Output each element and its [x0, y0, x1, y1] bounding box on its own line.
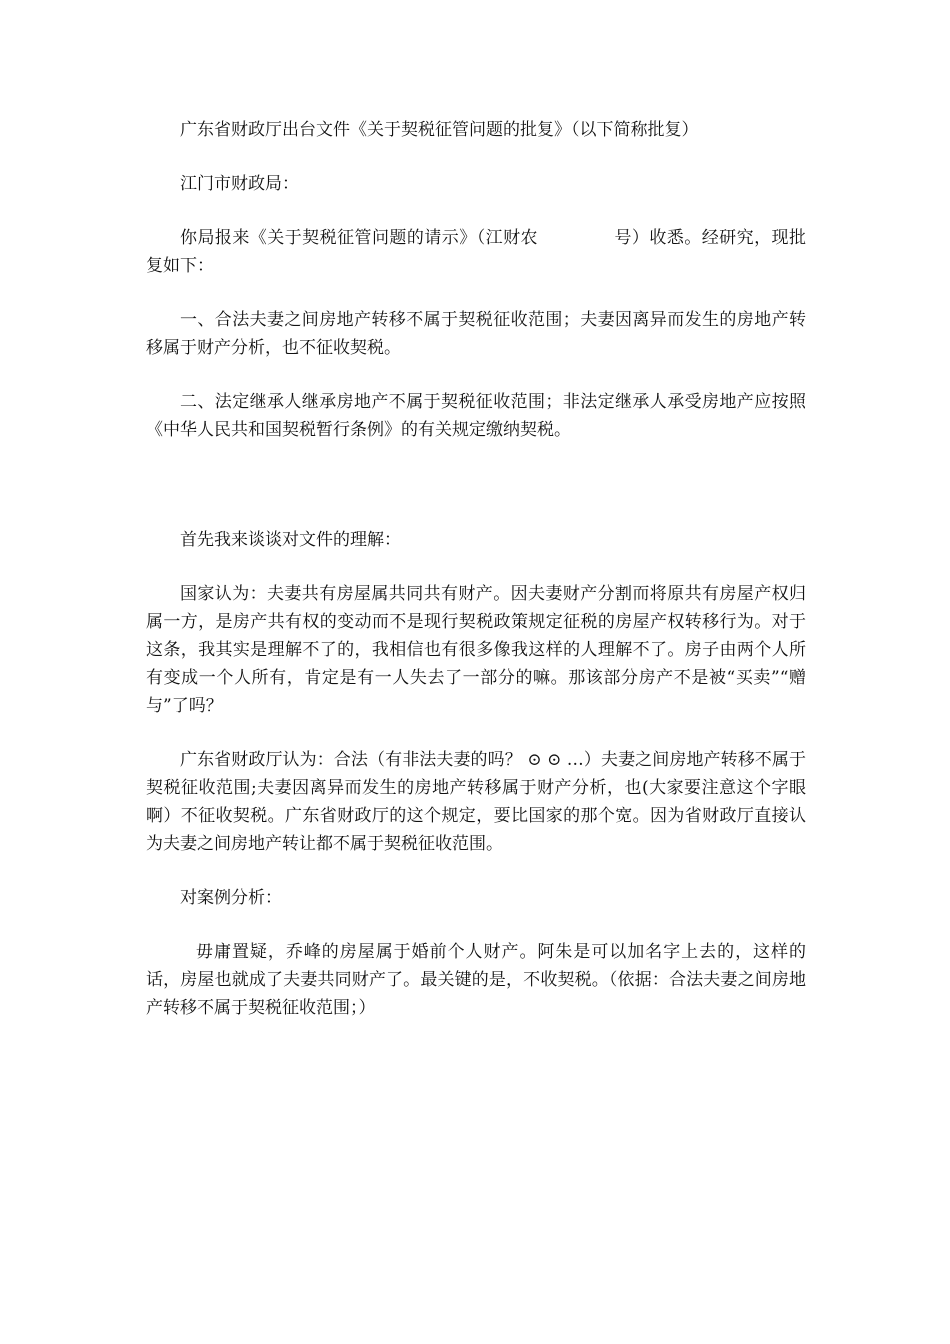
addressee: 江门市财政局： [180, 174, 299, 194]
document-title-line: 广东省财政厅出台文件《关于契税征管问题的批复》（以下简称批复） [180, 120, 699, 140]
case-heading: 对案例分析： [180, 888, 282, 908]
section-spacer [146, 470, 806, 526]
guangdong-view-paragraph: 广东省财政厅认为：合法（有非法夫妻的吗？ ⊙ ⊙ …）夫妻之间房地产转移不属于契税征收范围;夫妻因离异而发生的房地产转移属于财产分析，也(大家要注意这个字眼啊）不征收契税。广东省财政厅的这个规定，要比国家的那个宽。因为省财政厅直接认为夫妻之间房地产转让都不属于契税征收范围。 [146, 750, 806, 854]
section-intro: 首先我来谈谈对文件的理解： [180, 530, 401, 550]
item-two: 二、法定继承人继承房地产不属于契税征收范围；非法定继承人承受房地产应按照《中华人民共和国契税暂行条例》的有关规定缴纳契税。 [146, 392, 806, 440]
intro-part2: 号）收悉。经研究，现批复如下： [146, 228, 806, 276]
intro-part1: 你局报来《关于契税征管问题的请示》（江财农 [180, 228, 539, 248]
intro-paragraph [146, 224, 806, 280]
case-analysis-paragraph: 毋庸置疑，乔峰的房屋属于婚前个人财产。阿朱是可以加名字上去的，这样的话，房屋也就成了夫妻共同财产了。最关键的是，不收契税。（依据：合法夫妻之间房地产转移不属于契税征收范围；） [146, 942, 806, 1018]
national-view-paragraph: 国家认为：夫妻共有房屋属共同共有财产。因夫妻财产分割而将原共有房屋产权归属一方，是房产共有权的变动而不是现行契税政策规定征税的房屋产权转移行为。对于这条，我其实是理解不了的，我相信也有很多像我这样的人理解不了。房子由两个人所有变成一个人所有，肯定是有一人失去了一部分的嘛。那该部分房产不是被“买卖”“赠与”了吗？ [146, 584, 806, 716]
document-body [146, 116, 806, 1048]
item-one: 一、合法夫妻之间房地产转移不属于契税征收范围；夫妻因离异而发生的房地产转移属于财产分析，也不征收契税。 [146, 310, 806, 358]
